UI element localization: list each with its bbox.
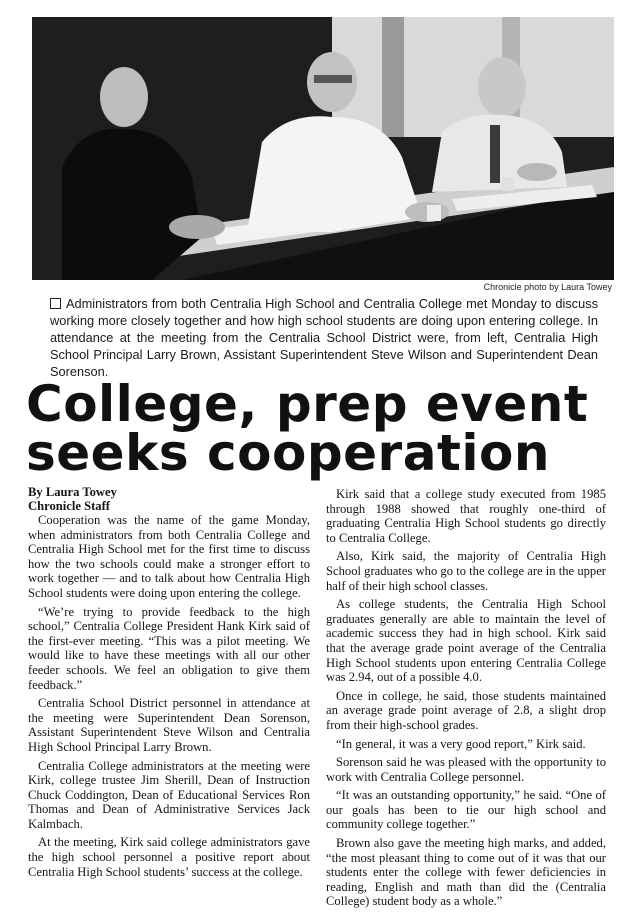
paragraph: “It was an outstanding opportunity,” he said. “One of our goals has been to tie our high school and community college together.” <box>326 788 606 832</box>
paragraph: Cooperation was the name of the game Monday, when administrators from both Centralia College and Centralia High School met for the first time to discuss how the two schools could make a stronger effort to work together — and to talk about how Centralia High School students were doing upon entering the college. <box>28 513 310 600</box>
paragraph: Also, Kirk said, the majority of Centralia High School graduates who go to the college are in the upper half of their high school classes. <box>326 549 606 593</box>
headline <box>26 375 616 482</box>
paragraph: Sorenson said he was pleased with the opportunity to work with Centralia College personnel. <box>326 755 606 784</box>
caption-text: Administrators from both Centralia High School and Centralia College met Monday to discuss working more closely together and how high school students are doing upon entering college. In attendance at the meeting from the Centralia School District were, from left, Centralia High School Principal Larry Brown, Assistant Superintendent Steve Wilson and Superintendent Dean Sorenson. <box>50 296 598 379</box>
paragraph: At the meeting, Kirk said college administrators gave the high school personnel a positive report about Centralia High School students’ success at the college. <box>28 835 310 879</box>
photo-credit: Chronicle photo by Laura Towey <box>483 282 612 292</box>
paragraph: Centralia College administrators at the meeting were Kirk, college trustee Jim Sherill, Dean of Instruction Chuck Coddington, Dean of Educational Services Ron Thomas and Dean of Administrative Services Jack Kalmbach. <box>28 758 310 831</box>
article-column-right <box>326 487 606 913</box>
photo-caption <box>50 295 598 380</box>
paragraph: Brown also gave the meeting high marks, and added, “the most pleasant thing to come out of it was that our students enter the college with fewer deficiencies in reading, English and math than did the (Centralia College) student body as a whole.” <box>326 836 606 909</box>
byline-author: By Laura Towey <box>28 485 117 499</box>
caption-bullet-icon <box>50 298 61 309</box>
paragraph: Centralia School District personnel in attendance at the meeting were Superintendent Dean Sorenson, Assistant Superintendent Steve Wilson and Centralia High School Principal Larry Brown. <box>28 696 310 754</box>
paragraph: “We’re trying to provide feedback to the high school,” Centralia College President Hank Kirk said of the first-ever meeting. “This was a pilot meeting. We would like to have these meetings with all our other feeder schools. We feel an obligation to give them feedback.” <box>28 604 310 692</box>
article-column-left <box>28 485 310 883</box>
meeting-photo-illustration <box>32 17 614 280</box>
news-photo <box>32 17 614 280</box>
paragraph: “In general, it was a very good report,” Kirk said. <box>336 736 586 751</box>
byline <box>28 485 310 513</box>
byline-staff: Chronicle Staff <box>28 499 110 513</box>
headline-line-1: College, prep event <box>26 375 589 433</box>
headline-line-2: seeks cooperation <box>26 424 550 482</box>
paragraph: Kirk said that a college study executed from 1985 through 1988 showed that roughly one-third of graduating Centralia High School students go directly to Centralia College. <box>326 487 606 545</box>
paragraph: As college students, the Centralia High School graduates generally are able to maintain the level of academic success they had in high school. Kirk said that the average grade point average of the Centralia High School students upon entering Centralia College was 2.94, out of a possible 4.0. <box>326 597 606 685</box>
paragraph: Once in college, he said, those students maintained an average grade point average of 2.8, a slight drop from their high-school grades. <box>326 688 606 732</box>
